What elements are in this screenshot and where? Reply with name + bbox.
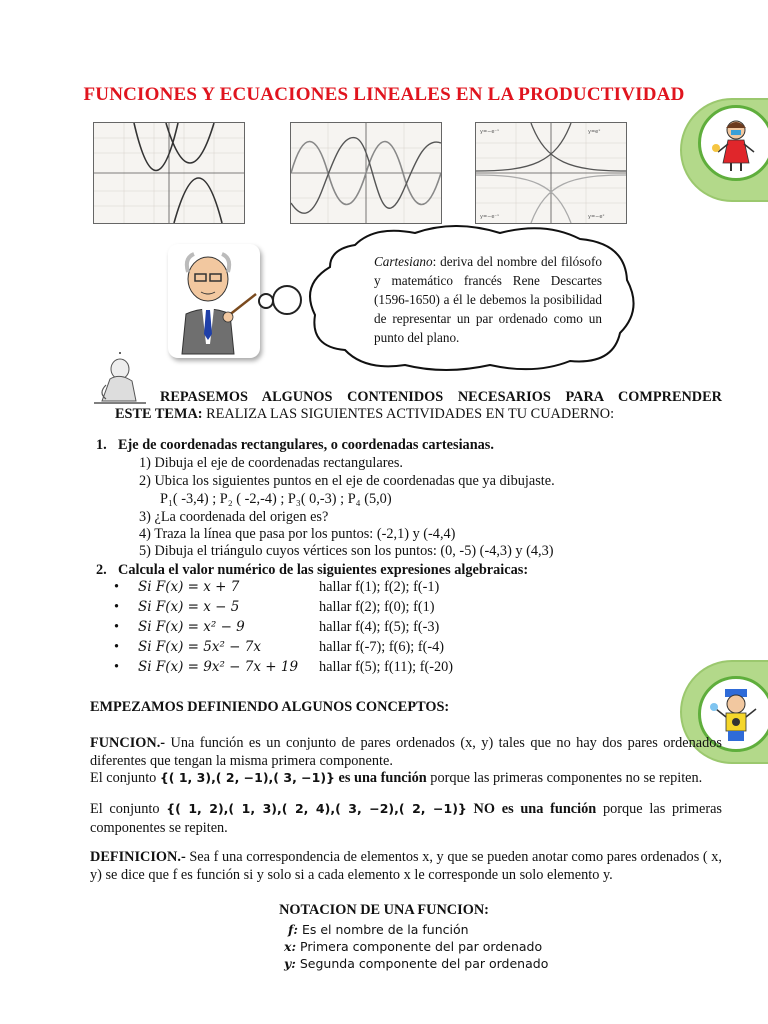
section1-heading: Eje de coordenadas rectangulares, o coordenadas cartesianas. (118, 437, 494, 453)
parabola-graph-image (93, 122, 245, 224)
intro-line2 (115, 405, 725, 423)
professor-illustration (168, 244, 260, 358)
cloud-definition: : deriva del nombre del filósofo y matemático francés Rene Descartes (1596-1650) a él le debemos la posibilidad de representar un par ordenado como un punto del plano. (374, 254, 602, 345)
expression: Si F(x) = x² − 9 (138, 619, 245, 635)
section1-points: P₁( -3,4) ; P₂ ( -2,-4) ; P₃( 0,-3) ; P₄ (5,0) (160, 491, 392, 507)
girl-mascot-graphic (701, 108, 768, 178)
notation-symbol: y: (284, 956, 296, 971)
cloud-text (374, 252, 602, 347)
example1-bold: es una función (334, 770, 427, 786)
bullet-icon: • (114, 599, 120, 615)
notation-text: Segunda componente del par ordenado (295, 956, 549, 971)
parabola-graph (94, 123, 244, 223)
expression-task: hallar f(4); f(5); f(-3) (319, 619, 440, 635)
example2-bold: NO es una función (466, 801, 597, 817)
notation-line-3 (284, 955, 548, 973)
funcion-paragraph (90, 734, 722, 770)
notation-symbol: f: (288, 922, 298, 937)
bullet-icon: • (114, 579, 120, 595)
cloud-term: Cartesiano (374, 254, 433, 269)
expression-row (114, 578, 614, 598)
page-title: FUNCIONES Y ECUACIONES LINEALES EN LA PRODUCTIVIDAD (83, 84, 685, 105)
expression: Si F(x) = x + 7 (138, 579, 240, 595)
expression-row (114, 638, 614, 658)
expression-row (114, 618, 614, 638)
fig3-label-1: y=−e⁻ˣ (480, 129, 500, 135)
section1-number: 1. (96, 437, 107, 453)
sine-graph-image (290, 122, 442, 224)
sine-graph (291, 123, 441, 223)
expression-task: hallar f(5); f(11); f(-20) (319, 659, 454, 675)
fig3-label-4: y=−eˣ (588, 214, 605, 220)
example2-pre: El conjunto (90, 801, 167, 817)
expression-task: hallar f(2); f(0); f(1) (319, 599, 435, 615)
notation-line-1 (288, 921, 469, 939)
definicion-paragraph (90, 848, 722, 884)
funcion-text: Una función es un conjunto de pares ordenados (x, y) tales que no hay dos pares ordenados diferentes que tengan la misma primera componente. (90, 735, 722, 769)
section1-item-1: 1) Dibuja el eje de coordenadas rectangulares. (139, 455, 403, 471)
expression-task: hallar f(1); f(2); f(-1) (319, 579, 440, 595)
definicion-label: DEFINICION.- (90, 849, 186, 865)
expression-task: hallar f(-7); f(6); f(-4) (319, 639, 445, 655)
notation-text: Primera componente del par ordenado (296, 939, 543, 954)
intro-line2-rest: REALIZA LAS SIGUIENTES ACTIVIDADES EN TU CUADERNO: (202, 406, 615, 422)
example1-post: porque las primeras componentes no se repiten. (426, 770, 703, 786)
professor-graphic (168, 244, 260, 358)
intro-line2-bold: ESTE TEMA: (115, 406, 203, 422)
funcion-example-1 (90, 769, 722, 787)
bullet-icon: • (114, 659, 120, 675)
fig3-label-3: y=−e⁻ˣ (480, 214, 500, 220)
section2-number: 2. (96, 562, 107, 578)
section1-item-2: 2) Ubica los siguientes puntos en el eje de coordenadas que ya dibujaste. (139, 473, 555, 489)
fig3-label-2: y=eˣ (588, 129, 601, 135)
example1-set: {( 1, 3),( 2, −1),( 3, −1)} (159, 770, 335, 785)
thinking-figure-icon (92, 345, 148, 407)
section1-item-4: 4) Traza la línea que pasa por los puntos: (-2,1) y (-4,4) (139, 526, 456, 542)
girl-mascot-icon (698, 105, 768, 181)
section1-item-3: 3) ¿La coordenada del origen es? (139, 509, 329, 525)
example2-post: porque las primeras componentes se repiten. (90, 801, 722, 836)
bullet-icon: • (114, 619, 120, 635)
funcion-label: FUNCION.- (90, 735, 166, 751)
thought-bubble-medium (272, 285, 302, 315)
definicion-text: Sea f una correspondencia de elementos x, y que se pueden anotar como pares ordenados ( x, y) se dice que f es función si y solo si a cada elemento x le corresponde un solo elemento y. (90, 849, 722, 883)
example1-pre: El conjunto (90, 770, 160, 786)
intro-line1: REPASEMOS ALGUNOS CONTENIDOS NECESARIOS PARA COMPRENDER (160, 389, 722, 405)
notation-line-2 (284, 938, 542, 956)
section2-heading: Calcula el valor numérico de las siguientes expresiones algebraicas: (118, 562, 529, 578)
expression-row (114, 598, 614, 618)
expression: Si F(x) = x − 5 (138, 599, 240, 615)
notation-symbol: x: (284, 939, 297, 954)
expression: Si F(x) = 5x² − 7x (138, 639, 261, 655)
notation-heading: NOTACION DE UNA FUNCION: (279, 902, 489, 918)
expression-row (114, 658, 614, 678)
exponential-graph-image (475, 122, 627, 224)
expression: Si F(x) = 9x² − 7x + 19 (138, 659, 299, 675)
notation-text: Es el nombre de la función (298, 922, 469, 937)
concepts-heading: EMPEZAMOS DEFINIENDO ALGUNOS CONCEPTOS: (90, 699, 450, 715)
bullet-icon: • (114, 639, 120, 655)
exponential-graph (476, 123, 626, 223)
example2-set: {( 1, 2),( 1, 3),( 2, 4),( 3, −2),( 2, −1)} (166, 801, 467, 816)
funcion-example-2 (90, 799, 722, 838)
section1-item-5: 5) Dibuja el triángulo cuyos vértices son los puntos: (0, -5) (-4,3) y (4,3) (139, 543, 554, 559)
